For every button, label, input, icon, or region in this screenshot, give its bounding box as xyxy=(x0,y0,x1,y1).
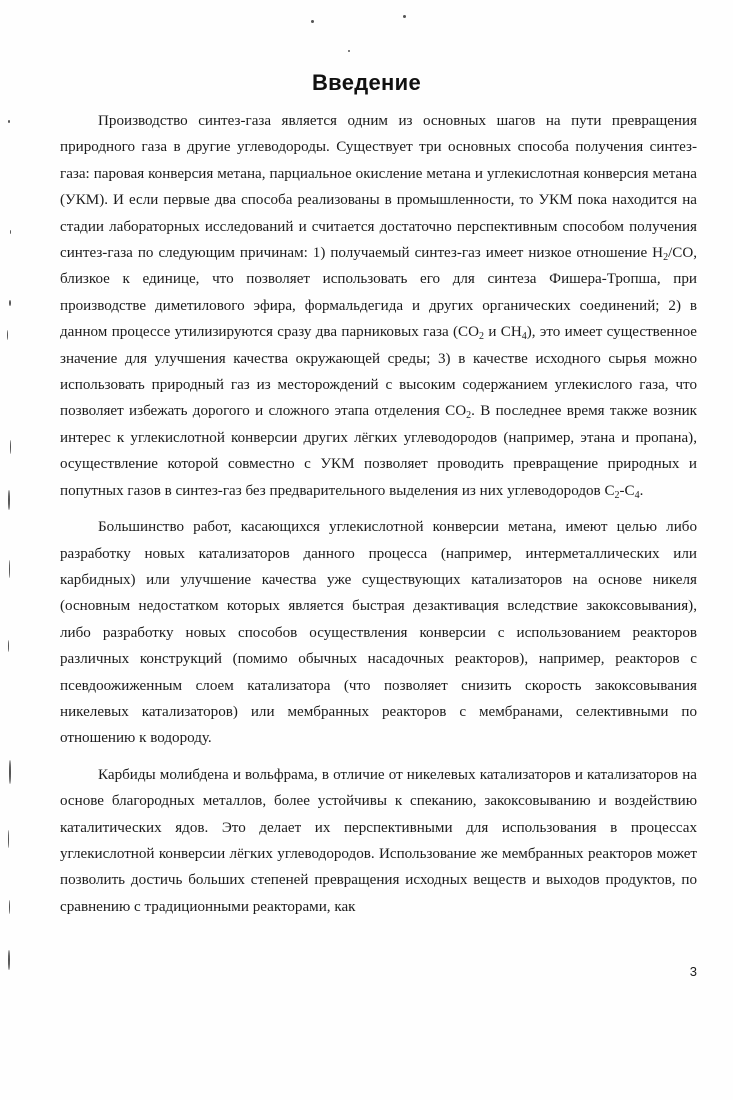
scan-speck xyxy=(9,560,10,578)
text-run: Большинство работ, касающихся углекислотной конверсии метана, имеют целью либо разработку новых катализаторов данного процесса (например, интерметаллических или карбидных) или улучшение качества уже существующих катализаторов на основе никеля (основным недостатком которых является быстрая дезактивация вследствие закоксовывания), либо разработку новых способов осуществления конверсии с использованием реакторов различных конструкций (помимо обычных насадочных реакторов), например, реакторов с псевдоожиженным слоем катализатора (что позволяет снизить скорость закоксовывания никелевых катализаторов) или мембранных реакторов с мембранами, селективными по отношению к водороду. xyxy=(60,519,697,747)
text-run: . xyxy=(639,482,644,499)
scan-speck xyxy=(8,640,9,652)
scan-speck xyxy=(311,20,314,23)
subscript: 2 xyxy=(466,410,472,422)
page-title: Введение xyxy=(311,70,421,95)
scan-speck xyxy=(403,15,406,18)
text-run: Производство синтез-газа является одним из основных шагов на пути превращения природного газа в другие углеводороды. Существует три основных способа получения синтез-газа: паровая конверсия метана, парциальное окисление метана и углекислотная конверсия метана (УКМ). И если первые два способа реализованы в промышленности, то УКМ пока находится на стадии лабораторных исследований и считается достаточно перспективным способом получения синтез-газа по следующим причинам: 1) получаемый синтез-газ имеет низкое отношение H xyxy=(60,113,697,262)
body-text xyxy=(60,108,697,930)
scan-speck xyxy=(8,950,10,970)
scan-speck xyxy=(9,300,11,306)
page-number: 3 xyxy=(689,964,697,979)
subscript: 2 xyxy=(614,489,620,501)
scan-margin-marks xyxy=(0,0,30,1100)
scan-speck xyxy=(9,900,10,914)
scan-speck xyxy=(10,230,11,234)
text-run: . В последнее время также возник интерес к углекислотной конверсии других лёгких углеводородов (например, этана и пропана), осуществление которой совместно с УКМ позволяет проводить превращение природных и попутных газов в синтез-газ без предварительного выделения из них углеводородов C xyxy=(60,403,697,499)
text-run: ), это имеет существенное значение для улучшения качества окружающей среды; 3) в качестве исходного сырья можно использовать природный газ из месторождений с высоким содержанием углекислого газа, что позволяет избежать дорогого и сложного этапа отделения CO xyxy=(60,324,698,420)
scan-speck xyxy=(8,120,10,123)
text-run: и CH xyxy=(484,324,522,341)
scan-speck xyxy=(8,490,10,510)
text-run: Карбиды молибдена и вольфрама, в отличие от никелевых катализаторов и катализаторов на основе благородных металлов, более устойчивы к спеканию, закоксовыванию и воздействию каталитических ядов. Это делает их перспективными для использования в процессах углекислотной конверсии лёгких углеводородов. Использование же мембранных реакторов может позволить достичь больших степеней превращения исходных веществ и выходов продуктов, по сравнению с традиционными реакторами, как xyxy=(60,766,697,915)
paragraph xyxy=(60,108,697,504)
scan-speck xyxy=(10,440,11,454)
paragraph xyxy=(60,514,697,752)
subscript: 4 xyxy=(521,331,527,343)
paragraph xyxy=(60,762,697,920)
scan-speck xyxy=(9,760,11,784)
subscript: 4 xyxy=(634,489,640,501)
subscript: 2 xyxy=(663,252,669,264)
subscript: 2 xyxy=(479,331,485,343)
scan-speck xyxy=(8,830,9,848)
scan-speck xyxy=(348,50,350,52)
scan-speck xyxy=(7,330,8,340)
text-run: -C xyxy=(619,482,635,499)
text-run: /CO, близкое к единице, что позволяет использовать его для синтеза Фишера-Тропша, при производстве диметилового эфира, формальдегида и других органических соединений; 2) в данном процессе утилизируются сразу два парниковых газа (CO xyxy=(60,245,697,341)
